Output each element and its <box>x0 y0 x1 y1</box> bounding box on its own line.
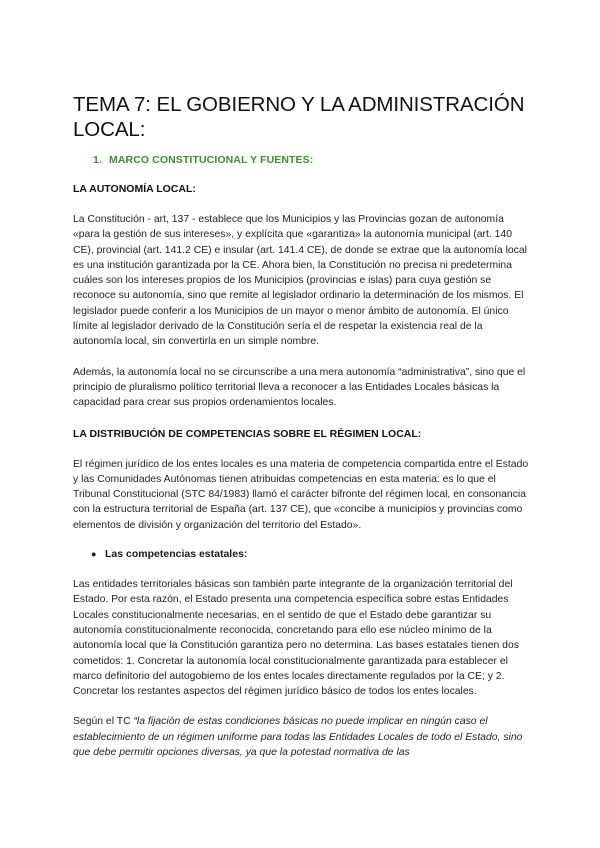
distribucion-paragraph-2: Las entidades territoriales básicas son también parte integrante de la organización territorial del Estado. Por esta razón, el Estado presenta una competencia específica sobre estas Entidades Locales constitucionalmente necesarias, en el sentido de que el Estado debe garantizar su autonomía constitucionalmente reconocida, concretando para ello ese núcleo mínimo de la autonomía local que la Constitución garantiza pero no determina. Las bases estatales tienen dos cometidos: 1. Concretar la autonomía local constitucionalmente garantizada para establecer el marco definitorio del autogobierno de los entes locales directamente regulados por la CE; y 2. Concretar los restantes aspectos del régimen jurídico básico de todos los entes locales. <box>73 579 519 698</box>
autonomia-paragraph-1: La Constitución - art, 137 - establece que los Municipios y las Provincias gozan de autonomía «para la gestión de sus intereses», y explícita que «garantiza» la autonomía municipal (art. 140 CE), provincial (art. 141.2 CE) e insular (art. 141.4 CE), de donde se extrae que la autonomía local es una institución garantizada por la CE. Ahora bien, la Constitución no precisa ni predetermina cuáles son los intereses propios de los Municipios (provincias e islas) para cuya gestión se reconoce su autonomía, sino que remite al legislador ordinario la determinación de los mismos. El legislador puede conferir a los Municipios de un mayor o menor ámbito de autonomía. El único límite al legislador derivado de la Constitución sería el de respetar la existencia real de la autonomía local, sin convertirla en un simple nombre. <box>73 214 527 348</box>
bullet-competencias-estatales <box>91 548 531 560</box>
autonomia-heading: LA AUTONOMÍA LOCAL: <box>73 183 196 195</box>
bullet-dot-icon: ● <box>91 549 97 560</box>
quote-text: “la fijación de estas condiciones básicas no puede implicar en ningún caso el establecimiento de un régimen uniforme para todas las Entidades Locales de todo el Estado, sino que debe permitir opciones diversas, ya que la potestad normativa de las <box>73 716 523 759</box>
distribucion-paragraph-1: El régimen jurídico de los entes locales es una materia de competencia compartida entre el Estado y las Comunidades Autónomas tienen atribuidas competencias en esta materia: es lo que el Tribunal Constitucional (STC 84/1983) llamó el carácter bifronte del régimen local, en consonancia con la estructura territorial de España (art. 137 CE), que «concibe a municipios y provincias como elementos de división y organización del territorio del Estado». <box>73 458 529 531</box>
document-page <box>73 92 531 760</box>
bullet-label: Las competencias estatales: <box>105 548 248 561</box>
autonomia-paragraph-2: Además, la autonomía local no se circunscribe a una mera autonomía “administrativa”, sino que el principio de pluralismo político territorial lleva a reconocer a las Entidades Locales básicas la capacidad para crear sus propios ordenamientos locales. <box>73 366 526 409</box>
quote-intro: Según el TC <box>73 716 134 728</box>
distribucion-heading: LA DISTRIBUCIÓN DE COMPETENCIAS SOBRE EL RÉGIMEN LOCAL: <box>73 427 422 440</box>
section-label: MARCO CONSTITUCIONAL Y FUENTES: <box>109 154 314 166</box>
section-number: 1. <box>93 154 102 166</box>
section-heading <box>93 154 531 166</box>
document-title: TEMA 7: EL GOBIERNO Y LA ADMINISTRACIÓN LOCAL: <box>73 93 525 141</box>
distribucion-paragraph-3 <box>73 714 531 760</box>
